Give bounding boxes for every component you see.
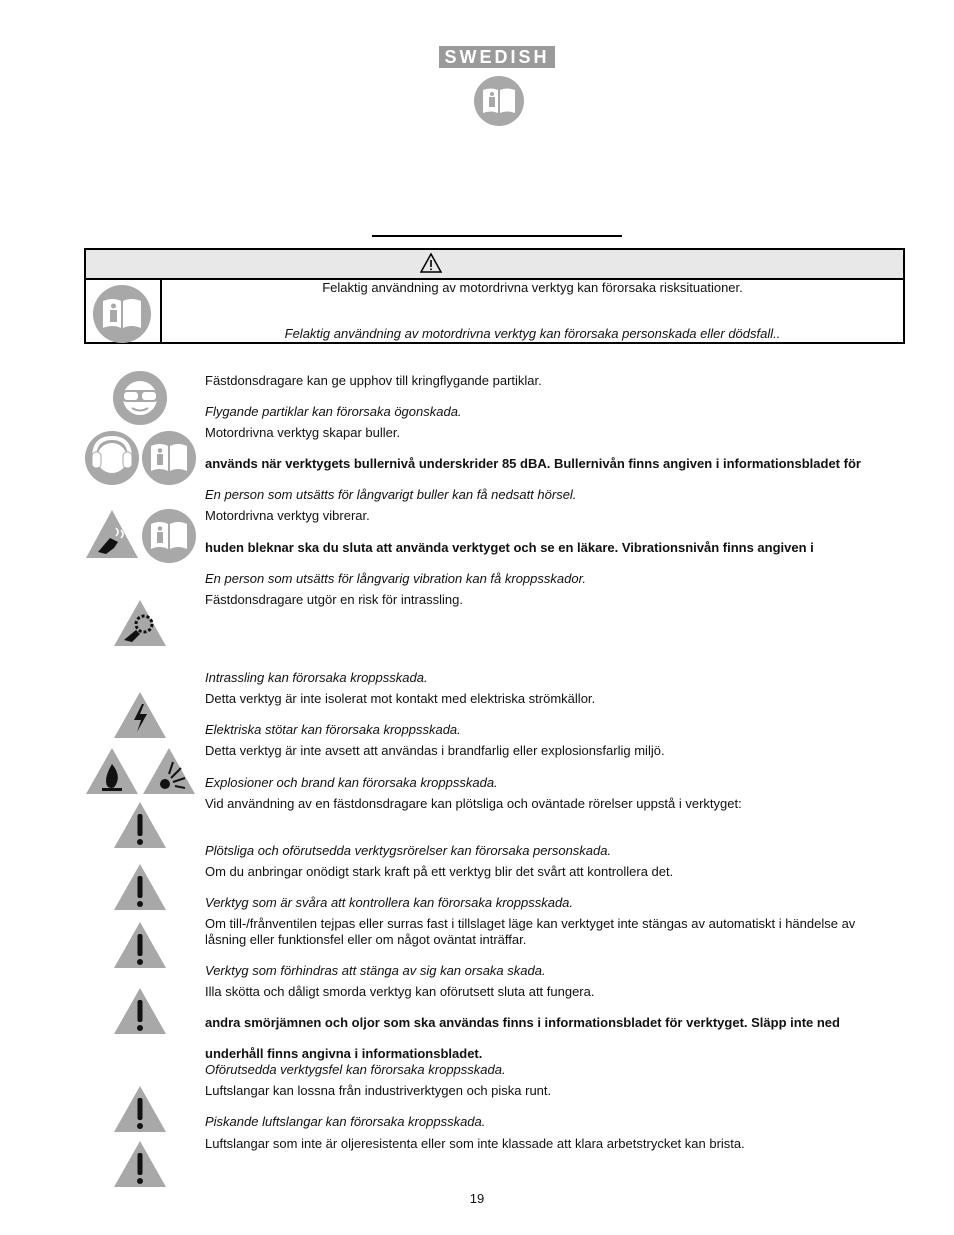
hazard-instruction: huden bleknar ska du sluta att använda verktyget och se en läkare. Vibrationsnivån finns angiven i bbox=[205, 540, 814, 555]
read-manual-icon bbox=[473, 75, 525, 127]
hazard-consequence: Piskande luftslangar kan förorsaka kroppsskada. bbox=[205, 1114, 486, 1129]
explosion-icon bbox=[141, 746, 197, 798]
read-manual-icon bbox=[141, 508, 197, 564]
hazard-statement: Motordrivna verktyg skapar buller. bbox=[205, 425, 401, 440]
warning-triangle-icon bbox=[419, 252, 443, 274]
hazard-statement: Luftslangar kan lossna från industriverktygen och piska runt. bbox=[205, 1083, 552, 1098]
hazard-statement: Detta verktyg är inte isolerat mot kontakt med elektriska strömkällor. bbox=[205, 691, 596, 706]
hazard-statement: Fästdonsdragare utgör en risk för intrassling. bbox=[205, 592, 463, 607]
exclamation-warning-icon bbox=[112, 1139, 168, 1191]
hazard-consequence: Explosioner och brand kan förorsaka kroppsskada. bbox=[205, 775, 498, 790]
language-badge: SWEDISH bbox=[439, 46, 555, 68]
hazard-consequence: Oförutsedda verktygsfel kan förorsaka kroppsskada. bbox=[205, 1062, 506, 1077]
hazard-consequence: Elektriska stötar kan förorsaka kroppsskada. bbox=[205, 722, 461, 737]
hazard-consequence: En person som utsätts för långvarig vibration kan få kroppsskador. bbox=[205, 571, 587, 586]
hazard-instruction: används när verktygets bullernivå underskrider 85 dBA. Bullernivån finns angiven i informationsbladet för bbox=[205, 456, 861, 471]
hazard-consequence: Plötsliga och oförutsedda verktygsrörelser kan förorsaka personskada. bbox=[205, 843, 612, 858]
entanglement-icon bbox=[112, 598, 168, 650]
warning-box bbox=[84, 248, 905, 344]
electric-shock-icon bbox=[112, 690, 168, 742]
title-divider bbox=[372, 235, 622, 237]
warning-icon-cell bbox=[86, 280, 162, 342]
hazard-statement: Illa skötta och dåligt smorda verktyg kan oförutsett sluta att fungera. bbox=[205, 984, 595, 999]
exclamation-warning-icon bbox=[112, 862, 168, 914]
hazard-statement: Detta verktyg är inte avsett att användas i brandfarlig eller explosionsfarlig miljö. bbox=[205, 743, 665, 758]
hazard-statement: Fästdonsdragare kan ge upphov till kringflygande partiklar. bbox=[205, 373, 542, 388]
read-manual-icon bbox=[92, 284, 152, 344]
exclamation-warning-icon bbox=[112, 986, 168, 1038]
hazard-statement: Om till-/frånventilen tejpas eller surras fast i tillslaget läge kan verktyget inte stängas av automatiskt i händelse av låsning eller funktionsfel eller om något oväntat inträffar. bbox=[205, 916, 856, 947]
hazard-consequence: Flygande partiklar kan förorsaka ögonskada. bbox=[205, 404, 462, 419]
read-manual-icon bbox=[141, 430, 197, 486]
vibration-hand-icon bbox=[84, 508, 140, 562]
hazard-statement: Vid användning av en fästdonsdragare kan plötsliga och oväntade rörelser uppstå i verktyget: bbox=[205, 796, 742, 811]
page-number: 19 bbox=[469, 1191, 485, 1206]
exclamation-warning-icon bbox=[112, 800, 168, 852]
exclamation-warning-icon bbox=[112, 1084, 168, 1136]
exclamation-warning-icon bbox=[112, 920, 168, 972]
hazard-consequence: Intrassling kan förorsaka kroppsskada. bbox=[205, 670, 428, 685]
warning-text: Felaktig användning av motordrivna verktyg kan förorsaka risksituationer. bbox=[322, 280, 743, 295]
hazard-consequence: En person som utsätts för långvarigt buller kan få nedsatt hörsel. bbox=[205, 487, 577, 502]
warning-header bbox=[86, 250, 903, 280]
warning-consequence: Felaktig användning av motordrivna verktyg kan förorsaka personskada eller dödsfall.. bbox=[284, 326, 781, 341]
hazard-instruction: andra smörjämnen och oljor som ska användas finns i informationsbladet för verktyget. Släpp inte ned bbox=[205, 1015, 840, 1030]
hazard-instruction: underhåll finns angivna i informationsbladet. bbox=[205, 1046, 483, 1061]
hazard-consequence: Verktyg som är svåra att kontrollera kan förorsaka kroppsskada. bbox=[205, 895, 574, 910]
hazard-statement: Motordrivna verktyg vibrerar. bbox=[205, 508, 370, 523]
fire-icon bbox=[84, 746, 140, 798]
hazard-statement: Luftslangar som inte är oljeresistenta eller som inte klassade att klara arbetstrycket kan brista. bbox=[205, 1136, 745, 1151]
hazard-statement: Om du anbringar onödigt stark kraft på ett verktyg blir det svårt att kontrollera det. bbox=[205, 864, 674, 879]
hazard-consequence: Verktyg som förhindras att stänga av sig kan orsaka skada. bbox=[205, 963, 546, 978]
ear-protection-icon bbox=[84, 430, 140, 486]
eye-protection-icon bbox=[112, 370, 168, 426]
